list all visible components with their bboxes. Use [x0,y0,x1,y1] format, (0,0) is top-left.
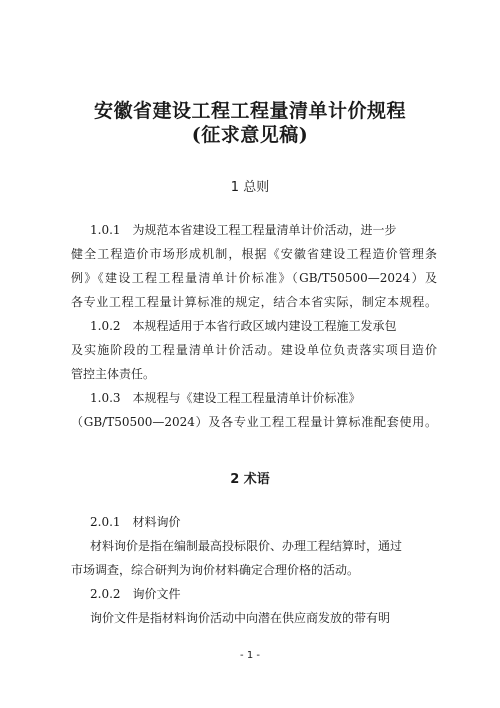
clause-1-0-1-line: 各专业工程工程量计算标准的规定，结合本省实际，制定本规程。 [71,295,437,309]
term-2-0-1-heading: 2.0.1 材料询价 [90,515,181,529]
clause-1-0-2-line: 管控主体责任。 [71,367,156,381]
term-2-0-1-definition: 材料询价是指在编制最高投标限价、办理工程结算时，通过 [90,539,403,553]
clause-1-0-1-line: 1.0.1 为规范本省建设工程工程量清单计价活动，进一步 [90,223,397,237]
term-2-0-2-heading: 2.0.2 询价文件 [90,587,181,601]
term-2-0-1-definition: 市场调查，综合研判为询价材料确定合理价格的活动。 [71,563,360,577]
clause-1-0-2-line: 1.0.2 本规程适用于本省行政区域内建设工程施工发承包 [90,319,397,333]
document-subtitle: (征求意见稿) [191,124,309,146]
term-2-0-2-definition: 询价文件是指材料询价活动中向潜在供应商发放的带有明 [90,611,391,625]
clause-1-0-1-line: 例》《建设工程工程量清单计价标准》（GB/T50500—2024）及 [71,271,437,285]
page-number: - 1 - [240,650,260,661]
section-heading-general: 1 总则 [230,180,270,195]
document-title: 安徽省建设工程工程量清单计价规程 [93,100,406,122]
clause-1-0-2-line: 及实施阶段的工程量清单计价活动。建设单位负责落实项目造价 [71,343,437,357]
clause-1-0-3-line: 1.0.3 本规程与《建设工程工程量清单计价标准》 [90,391,361,405]
section-heading-terms: 2 术语 [230,472,270,487]
clause-1-0-3-line: （GB/T50500—2024）及各专业工程工程量计算标准配套使用。 [71,415,437,429]
clause-1-0-1-line: 健全工程造价市场形成机制，根据《安徽省建设工程造价管理条 [71,247,437,261]
